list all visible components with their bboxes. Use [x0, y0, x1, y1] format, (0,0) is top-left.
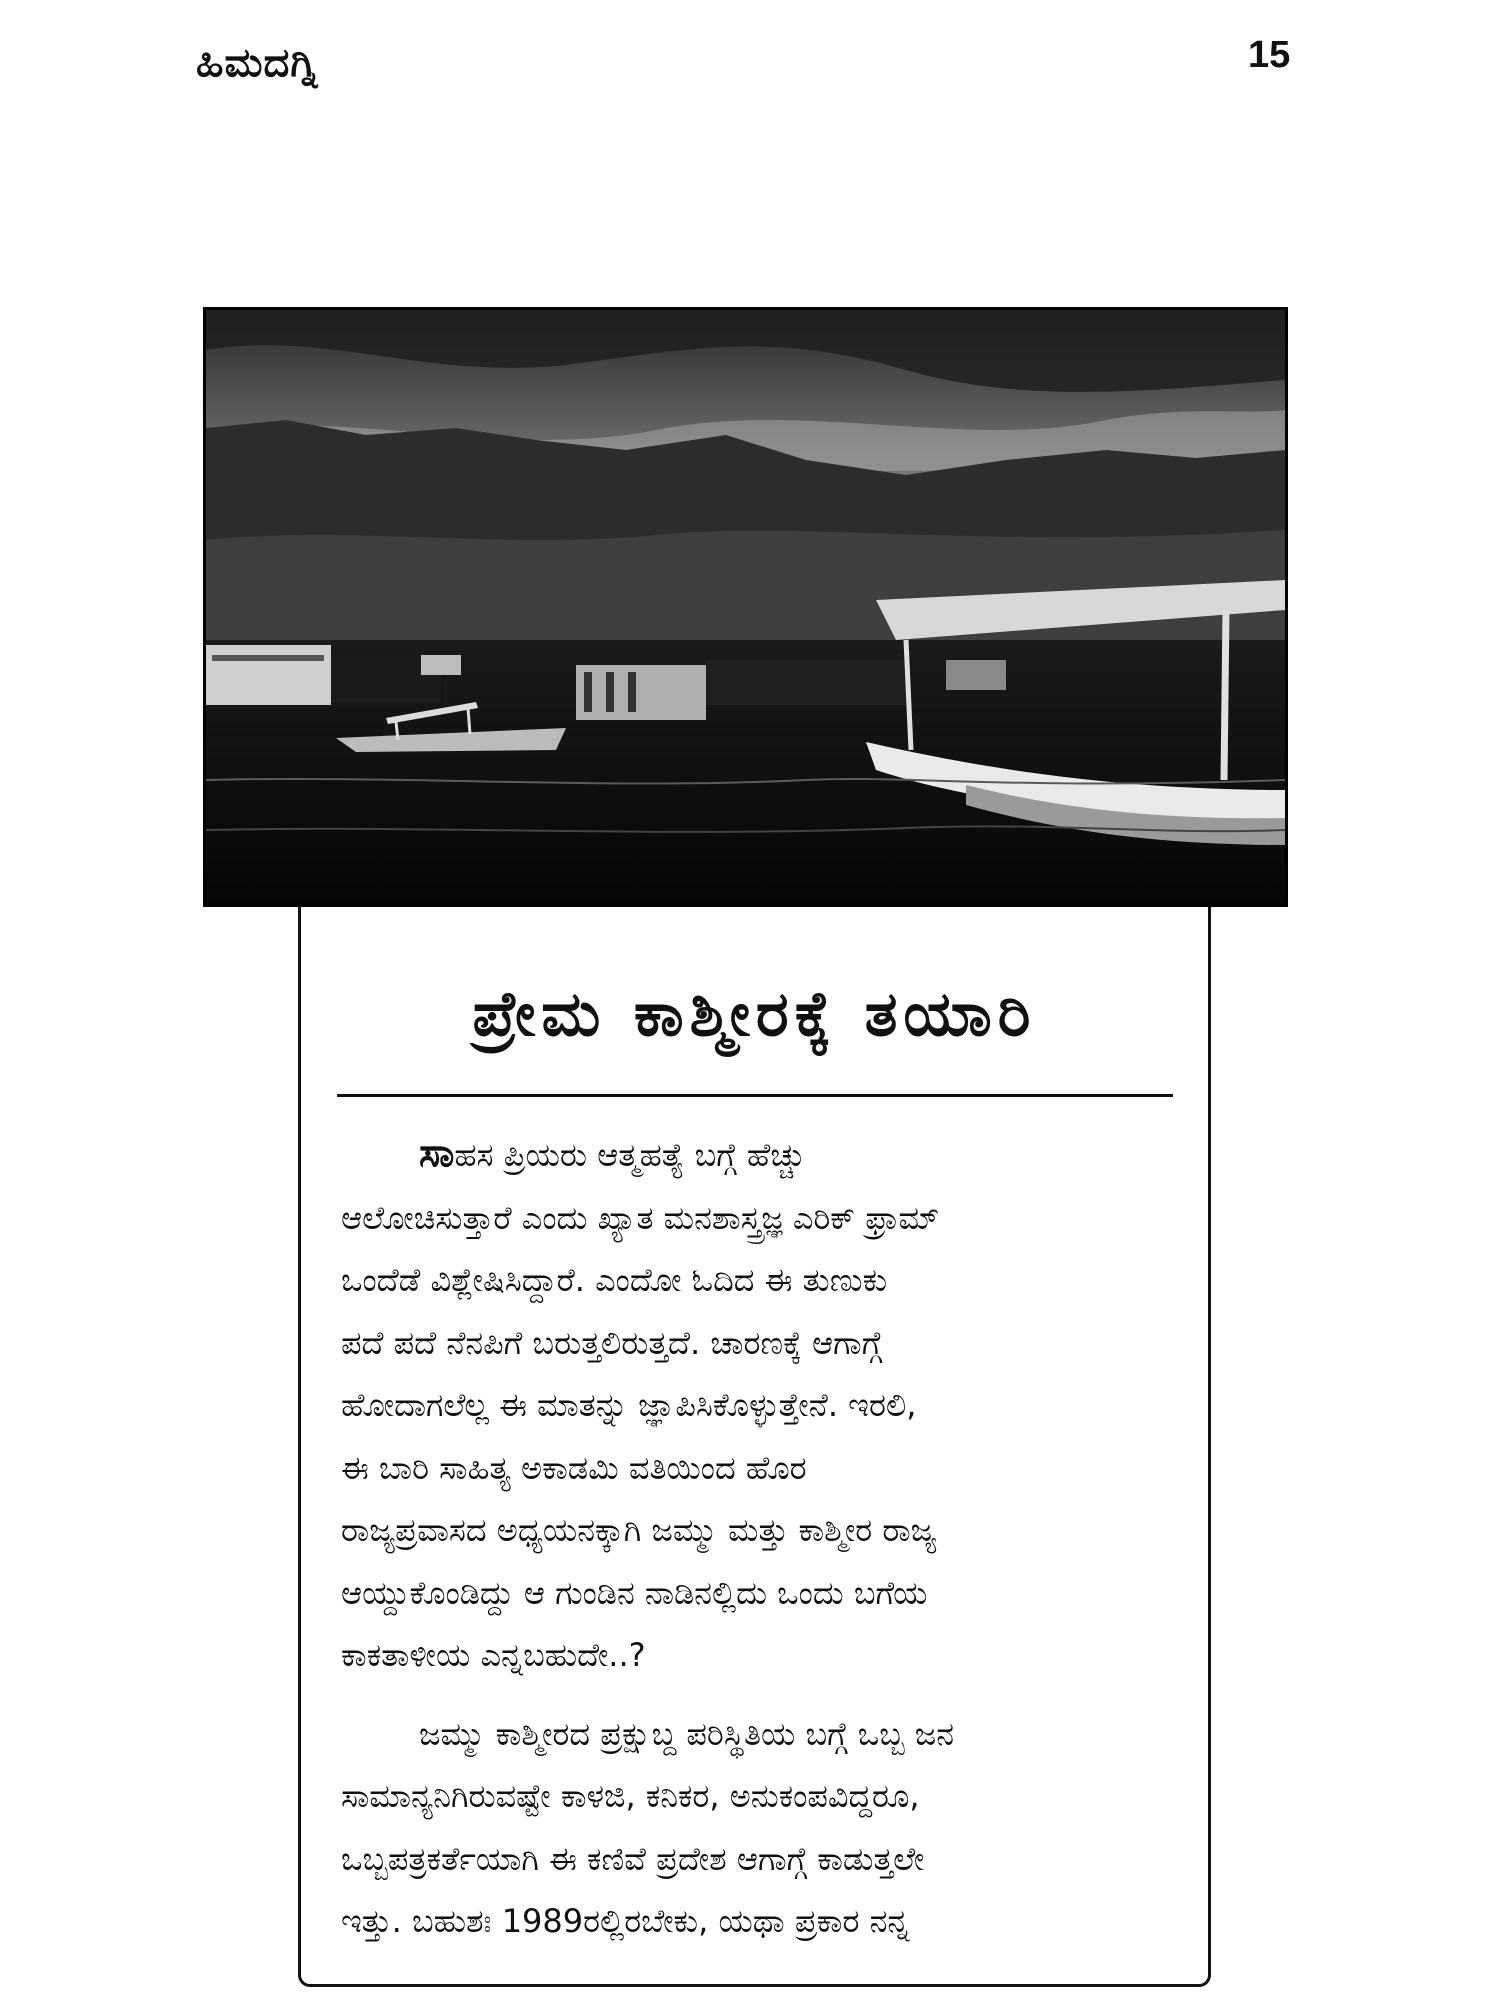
paragraph-line: ಒಬ್ಬಪತ್ರಕರ್ತೆಯಾಗಿ ಈ ಕಣಿವೆ ಪ್ರದೇಶ ಆಗಾಗ್ಗೆ ಕಾಡುತ್ತಲೇ [341, 1839, 925, 1878]
paragraph-1 [341, 1122, 1176, 1687]
article-title: ಪ್ರೇಮ ಕಾಶ್ಮೀರಕ್ಕೆ ತಯಾರಿ [472, 977, 1037, 1050]
paragraph-line: ಆಲೋಚಿಸುತ್ತಾರೆ ಎಂದು ಖ್ಯಾತ ಮನಶಾಸ್ತ್ರಜ್ಞ ಎರಿಕ್ ಫ್ರಾಮ್ [341, 1198, 940, 1237]
drop-cap: ಸಾ [419, 1130, 455, 1176]
paragraph-line: ಜಮ್ಮು ಕಾಶ್ಮೀರದ ಪ್ರಕ್ಷುಬ್ದ ಪರಿಸ್ಥಿತಿಯ ಬಗ್ಗೆ ಒಬ್ಬ ಜನ [419, 1714, 954, 1753]
paragraph-line: ಇತ್ತು. ಬಹುಶಃ 1989ರಲ್ಲಿರಬೇಕು, ಯಥಾ ಪ್ರಕಾರ ನನ್ನ [341, 1902, 910, 1940]
lake-houseboats-photo [203, 307, 1288, 907]
paragraph-line: ರಾಜ್ಯಪ್ರವಾಸದ ಅಧ್ಯಯನಕ್ಕಾಗಿ ಜಮ್ಮು ಮತ್ತು ಕಾಶ್ಮೀರ ರಾಜ್ಯ [341, 1511, 937, 1549]
paragraph-line: ಸಾಹಸ ಪ್ರಿಯರು ಆತ್ಮಹತ್ಯೆ ಬಗ್ಗೆ ಹೆಚ್ಚು [419, 1130, 806, 1176]
paragraph-line: ಆಯ್ದುಕೊಂಡಿದ್ದು ಆ ಗುಂಡಿನ ನಾಡಿನಲ್ಲಿದು ಒಂದು ಬಗೆಯ [341, 1573, 928, 1612]
paragraph-line: ಸಾಮಾನ್ಯನಿಗಿರುವಷ್ಟೇ ಕಾಳಜಿ, ಕನಿಕರ, ಅನುಕಂಪವಿದ್ದರೂ, [341, 1777, 920, 1815]
article-body [341, 1122, 1176, 1953]
paragraph-line: ಕಾಕತಾಳೀಯ ಎನ್ನಬಹುದೇ..? [341, 1636, 646, 1674]
paragraph-line: ಪದೆ ಪದೆ ನೆನಪಿಗೆ ಬರುತ್ತಲಿರುತ್ತದೆ. ಚಾರಣಕ್ಕೆ ಆಗಾಗ್ಗೆ [341, 1323, 883, 1362]
paragraph-line: ಒಂದೆಡೆ ವಿಶ್ಲೇಷಿಸಿದ್ದಾರೆ. ಎಂದೋ ಓದಿದ ಈ ತುಣುಕು [341, 1261, 888, 1299]
running-head: ಹಿಮದಗ್ನಿ [196, 40, 319, 86]
paragraph-line: ಹೋದಾಗಲೆಲ್ಲ ಈ ಮಾತನ್ನು ಜ್ಞಾಪಿಸಿಕೊಳ್ಳುತ್ತೇನೆ. ಇರಲಿ, [341, 1386, 917, 1424]
paragraph-line: ಈ ಬಾರಿ ಸಾಹಿತ್ಯ ಅಕಾಡಮಿ ವತಿಯಿಂದ ಹೊರ [341, 1448, 807, 1487]
article-box [298, 907, 1211, 1987]
paragraph-2 [341, 1703, 1176, 1953]
page-number: 15 [1248, 34, 1291, 76]
title-divider [337, 1094, 1173, 1097]
